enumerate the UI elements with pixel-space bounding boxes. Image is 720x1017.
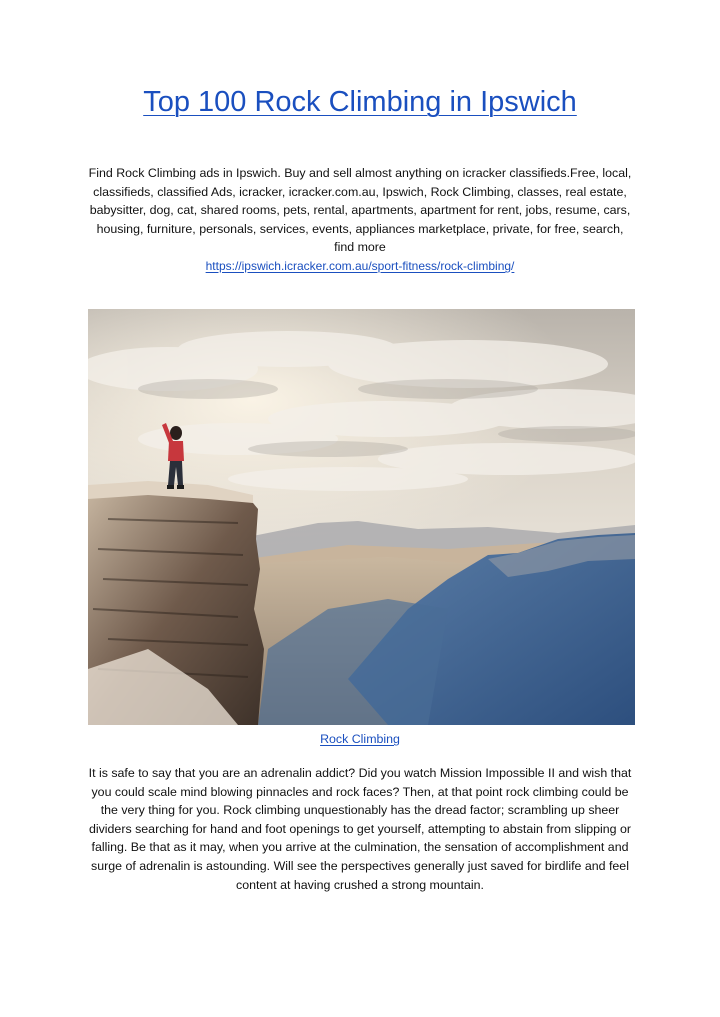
- body-paragraph: It is safe to say that you are an adrenalin addict? Did you watch Mission Impossible II and wish that you could scale mind blowing pinnacles and rock faces? Then, at that point rock climbing could be the very thing for you. Rock climbing unquestionably has the dread factor; scrambling up sheer dividers searching for hand and foot openings to get yourself, attempting to abstain from slipping or falling. Be that as it may, when you arrive at the culmination, the sensation of accomplishment and surge of adrenalin is astounding. Will see the perspectives generally just saved for birdlife and feel content at having crushed a strong mountain.: [88, 766, 632, 892]
- photo-caption-link[interactable]: Rock Climbing: [320, 732, 400, 746]
- rock-climber-on-cliff-photo: [88, 309, 635, 725]
- intro-paragraph: [86, 164, 634, 276]
- intro-url-link[interactable]: https://ipswich.icracker.com.au/sport-fitness/rock-climbing/: [205, 258, 515, 273]
- intro-text: Find Rock Climbing ads in Ipswich. Buy and sell almost anything on icracker classifieds.Free, local, classifieds, classified Ads, icracker, icracker.com.au, Ipswich, Rock Climbing, classes, real estate, babysitter, dog, cat, shared rooms, pets, rental, apartments, apartment for rent, jobs, resume, cars, housing, furniture, personals, services, events, appliances marketplace, private, for free, search, find more: [88, 166, 632, 255]
- page-title-link[interactable]: Top 100 Rock Climbing in Ipswich: [143, 86, 577, 118]
